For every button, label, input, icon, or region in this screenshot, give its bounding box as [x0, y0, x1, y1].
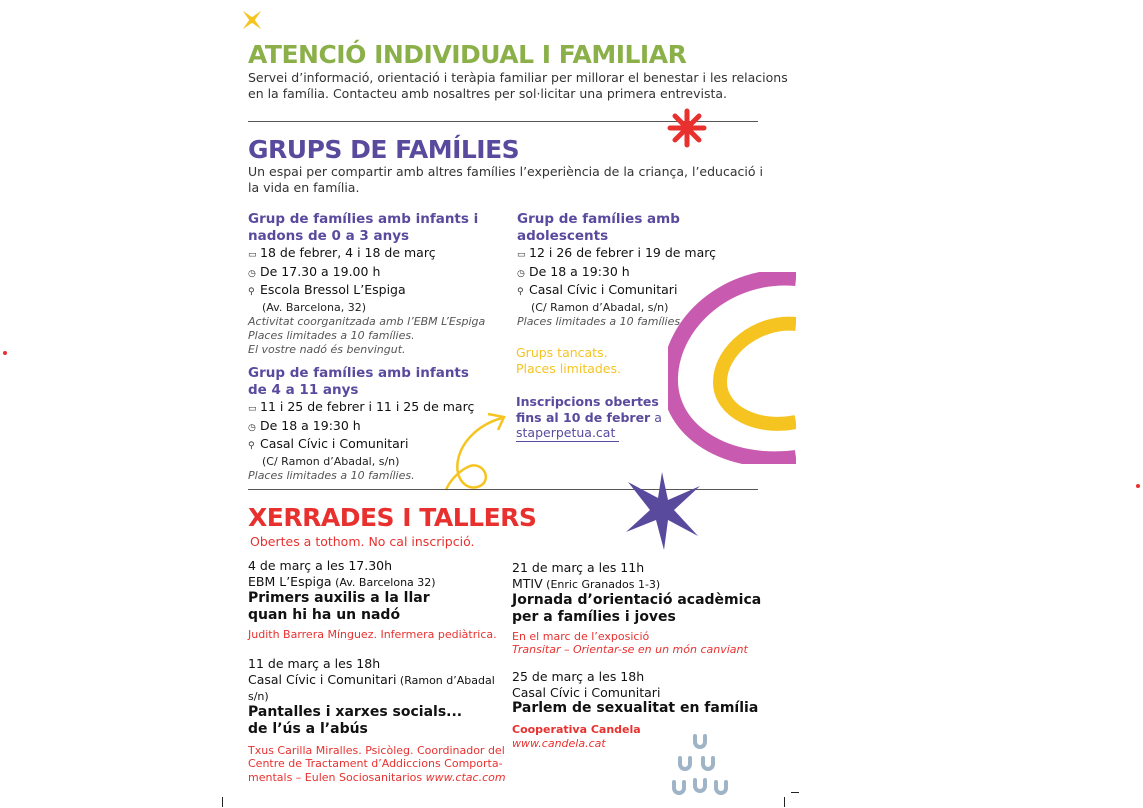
talk-title-line-1: Parlem de sexualitat en família	[512, 700, 759, 716]
talk-jornada-orientacio	[512, 560, 782, 657]
talk-place: Casal Cívic i Comunitari	[248, 671, 397, 687]
group-title-line-2: de 4 a 11 anys	[248, 382, 359, 398]
talk-title-line-1: Primers auxilis a la llar	[248, 589, 430, 606]
talk-speaker-line-1: Cooperativa Candela	[512, 723, 641, 736]
group-address: (C/ Ramon d’Abadal, s/n)	[262, 454, 400, 468]
talk-speaker-line-1: Txus Carilla Miralles. Psicòleg. Coordinador del	[248, 743, 505, 757]
group-title-line-1: Grup de famílies amb infants	[248, 365, 469, 381]
atencio-title: ATENCIÓ INDIVIDUAL I FAMILIAR	[248, 40, 687, 69]
atencio-text-1: Servei d’informació, orientació i teràpia familiar per millorar el benestar i les relacions	[248, 70, 788, 85]
group-place: Escola Bressol L’Espiga	[260, 282, 406, 297]
talk-speaker-line-2: Centre de Tractament d’Addiccions Comporta-	[248, 757, 503, 770]
grups-text-1: Un espai per compartir amb altres famílies l’experiència de la criança, l’educació i	[248, 164, 763, 179]
xerrades-subtitle: Obertes a tothom. No cal inscripció.	[250, 534, 475, 549]
talk-title-line-1: Pantalles i xarxes socials...	[248, 703, 463, 720]
group-place: Casal Cívic i Comunitari	[260, 436, 409, 451]
concentric-shapes-decoration	[668, 272, 796, 464]
talk-title-line-2: quan hi ha un nadó	[248, 606, 401, 623]
talk-date: 25 de març a les 18h	[512, 669, 645, 684]
inscriptions-connector: a	[650, 409, 662, 425]
group-title-line-2: nadons de 0 a 3 anys	[248, 228, 410, 244]
talk-title-line-2: de l’ús a l’abús	[248, 720, 368, 737]
group-title-line-2: adolescents	[517, 228, 609, 244]
group-address: (Av. Barcelona, 32)	[262, 300, 366, 314]
group-address: (C/ Ramon d’Abadal, s/n)	[531, 300, 669, 314]
talk-date: 4 de març a les 17.30h	[248, 558, 393, 573]
clock-icon: ◷	[248, 268, 256, 279]
talk-title-line-1: Jornada d’orientació acadèmica	[512, 591, 762, 608]
talk-place: EBM L’Espiga	[248, 573, 332, 589]
talk-date: 11 de març a les 18h	[248, 656, 381, 671]
crop-mark	[784, 797, 785, 807]
atencio-text-2: en la família. Contacteu amb nosaltres per sol·licitar una primera entrevista.	[248, 86, 728, 101]
group-note-2: Places limitades a 10 famílies.	[248, 328, 415, 342]
talk-place: MTIV	[512, 575, 543, 591]
talk-place-detail: (Av. Barcelona 32)	[331, 575, 436, 589]
talk-speaker-line-3: mentals – Eulen Sociosanitarios	[248, 770, 423, 784]
grups-text-2: la vida en família.	[248, 180, 360, 195]
clock-icon: ◷	[517, 268, 525, 279]
talk-place: Casal Cívic i Comunitari	[512, 684, 661, 700]
crop-mark	[222, 797, 223, 807]
group-dates: 12 i 26 de febrer i 19 de març	[529, 245, 716, 260]
yellow-arrow-doodle	[440, 410, 510, 495]
talk-primers-auxilis	[248, 558, 508, 641]
talk-title-line-2: per a famílies i joves	[512, 608, 676, 625]
location-pin-icon: ⚲	[248, 441, 255, 451]
talk-place-detail: (Ramon d’Abadal s/n)	[248, 673, 495, 703]
purple-star-decoration	[622, 470, 702, 552]
group-note-1: Activitat coorganitzada amb l’EBM L’Espiga	[248, 314, 486, 328]
grups-title: GRUPS DE FAMÍLIES	[248, 135, 520, 164]
talk-website-link[interactable]: www.candela.cat	[512, 736, 606, 750]
inscriptions-note	[516, 394, 662, 442]
calendar-icon: ▭	[517, 250, 526, 260]
talk-sexualitat	[512, 669, 782, 750]
calendar-icon: ▭	[248, 404, 257, 414]
group-infants-0-3	[248, 211, 498, 357]
group-time: De 18 a 19:30 h	[529, 263, 630, 279]
red-dot-decoration	[1136, 484, 1140, 488]
talk-speaker-line-1: En el marc de l’exposició	[512, 629, 650, 643]
group-time: De 17.30 a 19.00 h	[260, 263, 381, 279]
talk-date: 21 de març a les 11h	[512, 560, 645, 575]
clock-icon: ◷	[248, 422, 256, 433]
inscriptions-website-link[interactable]: staperpetua.cat	[516, 425, 619, 442]
talk-place-detail: (Enric Granados 1-3)	[542, 577, 661, 591]
group-title-line-1: Grup de famílies amb	[517, 211, 680, 227]
u-shapes-decoration	[668, 730, 740, 804]
location-pin-icon: ⚲	[248, 287, 255, 297]
group-dates: 11 i 25 de febrer i 11 i 25 de març	[260, 399, 475, 414]
talk-speaker: Judith Barrera Mínguez. Infermera pediàtrica.	[248, 627, 497, 641]
closed-groups-note	[516, 345, 621, 377]
group-note-3: El vostre nadó és benvingut.	[248, 342, 406, 356]
crop-mark	[791, 792, 799, 793]
closed-line-2: Places limitades.	[516, 361, 621, 376]
calendar-icon: ▭	[248, 250, 257, 260]
inscriptions-deadline: fins al 10 de febrer	[516, 409, 651, 425]
closed-line-1: Grups tancats.	[516, 345, 608, 360]
talk-speaker-line-2: Transitar – Orientar-se en un món canviant	[512, 643, 748, 656]
talk-website-link[interactable]: www.ctac.com	[422, 770, 506, 784]
location-pin-icon: ⚲	[517, 287, 524, 297]
group-place: Casal Cívic i Comunitari	[529, 282, 678, 297]
inscriptions-line-1: Inscripcions obertes	[516, 394, 659, 409]
xerrades-title: XERRADES I TALLERS	[248, 503, 537, 532]
group-title-line-1: Grup de famílies amb infants i	[248, 211, 479, 227]
yellow-star-decoration	[238, 6, 266, 34]
talk-pantalles	[248, 656, 510, 784]
group-note-1: Places limitades a 10 famílies.	[517, 314, 684, 328]
group-time: De 18 a 19:30 h	[260, 417, 361, 433]
red-dot-decoration	[3, 351, 7, 355]
group-note-1: Places limitades a 10 famílies.	[248, 468, 415, 482]
red-asterisk-decoration	[667, 108, 707, 148]
group-dates: 18 de febrer, 4 i 18 de març	[260, 245, 436, 260]
